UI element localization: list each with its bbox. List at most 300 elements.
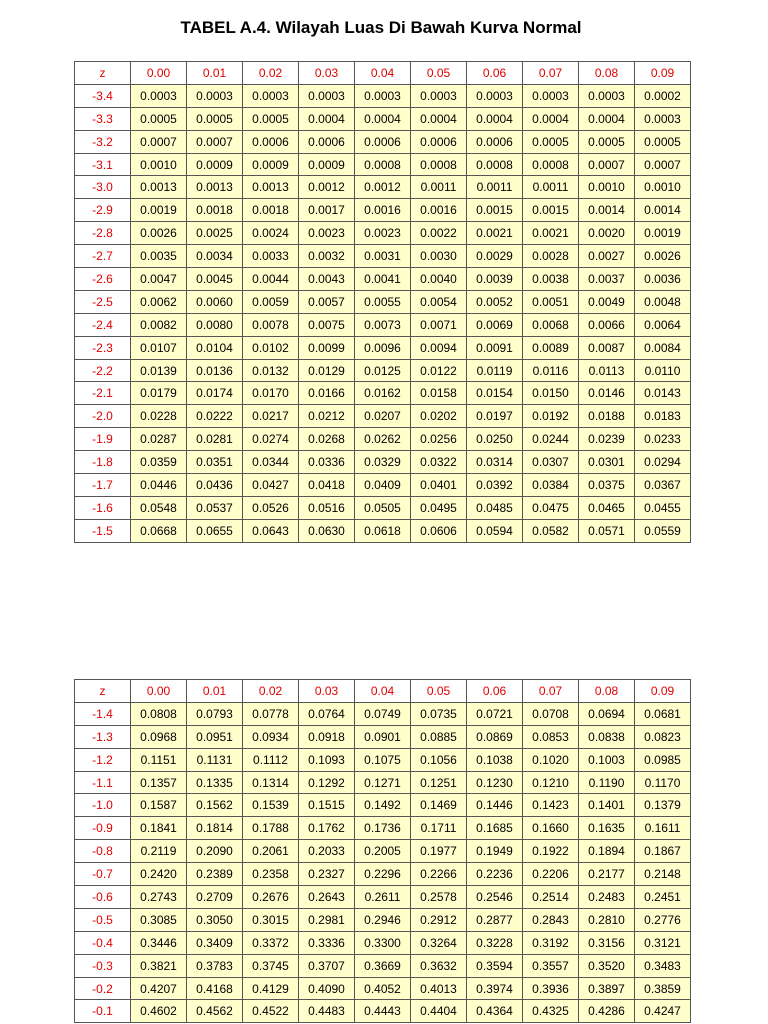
table-row	[75, 519, 691, 542]
probability-cell: 0.1814	[187, 817, 243, 840]
probability-cell: 0.0045	[187, 268, 243, 291]
z-value-cell: -1.1	[75, 771, 131, 794]
probability-cell: 0.0017	[299, 199, 355, 222]
probability-cell: 0.0918	[299, 725, 355, 748]
probability-cell: 0.0019	[635, 222, 691, 245]
decimal-column-header: 0.01	[187, 680, 243, 703]
probability-cell: 0.0005	[635, 130, 691, 153]
probability-cell: 0.0060	[187, 290, 243, 313]
probability-cell: 0.0005	[523, 130, 579, 153]
probability-cell: 0.0008	[411, 153, 467, 176]
probability-cell: 0.4090	[299, 977, 355, 1000]
table-row	[75, 336, 691, 359]
probability-cell: 0.0150	[523, 382, 579, 405]
probability-cell: 0.0038	[523, 268, 579, 291]
probability-cell: 0.0516	[299, 496, 355, 519]
z-value-cell: -0.8	[75, 840, 131, 863]
probability-cell: 0.0003	[467, 84, 523, 107]
table-row	[75, 451, 691, 474]
decimal-column-header: 0.06	[467, 680, 523, 703]
probability-cell: 0.0427	[243, 474, 299, 497]
probability-cell: 0.0080	[187, 313, 243, 336]
probability-cell: 0.0192	[523, 405, 579, 428]
probability-cell: 0.0007	[635, 153, 691, 176]
probability-cell: 0.0064	[635, 313, 691, 336]
probability-cell: 0.0329	[355, 451, 411, 474]
probability-cell: 0.0643	[243, 519, 299, 542]
probability-cell: 0.0571	[579, 519, 635, 542]
probability-cell: 0.1469	[411, 794, 467, 817]
probability-cell: 0.0749	[355, 702, 411, 725]
probability-cell: 0.3121	[635, 931, 691, 954]
probability-cell: 0.3520	[579, 954, 635, 977]
decimal-column-header: 0.01	[187, 62, 243, 85]
probability-cell: 0.0014	[635, 199, 691, 222]
probability-cell: 0.1539	[243, 794, 299, 817]
probability-cell: 0.3446	[131, 931, 187, 954]
probability-cell: 0.0028	[523, 245, 579, 268]
probability-cell: 0.0618	[355, 519, 411, 542]
probability-cell: 0.0044	[243, 268, 299, 291]
probability-cell: 0.0007	[131, 130, 187, 153]
probability-cell: 0.0007	[187, 130, 243, 153]
probability-cell: 0.1075	[355, 748, 411, 771]
z-value-cell: -0.6	[75, 886, 131, 909]
probability-cell: 0.0336	[299, 451, 355, 474]
probability-cell: 0.0004	[355, 107, 411, 130]
probability-cell: 0.2061	[243, 840, 299, 863]
probability-cell: 0.0068	[523, 313, 579, 336]
probability-cell: 0.2912	[411, 908, 467, 931]
probability-cell: 0.4207	[131, 977, 187, 1000]
z-value-cell: -2.4	[75, 313, 131, 336]
probability-cell: 0.0901	[355, 725, 411, 748]
probability-cell: 0.1190	[579, 771, 635, 794]
probability-cell: 0.2676	[243, 886, 299, 909]
table-row	[75, 359, 691, 382]
probability-cell: 0.0057	[299, 290, 355, 313]
probability-cell: 0.0465	[579, 496, 635, 519]
probability-cell: 0.4247	[635, 1000, 691, 1023]
probability-cell: 0.3821	[131, 954, 187, 977]
probability-cell: 0.2877	[467, 908, 523, 931]
probability-cell: 0.0217	[243, 405, 299, 428]
probability-cell: 0.2946	[355, 908, 411, 931]
probability-cell: 0.0003	[299, 84, 355, 107]
probability-cell: 0.3707	[299, 954, 355, 977]
decimal-column-header: 0.06	[467, 62, 523, 85]
probability-cell: 0.2148	[635, 863, 691, 886]
probability-cell: 0.0033	[243, 245, 299, 268]
probability-cell: 0.1251	[411, 771, 467, 794]
probability-cell: 0.4522	[243, 1000, 299, 1023]
z-value-cell: -2.7	[75, 245, 131, 268]
probability-cell: 0.0668	[131, 519, 187, 542]
probability-cell: 0.0048	[635, 290, 691, 313]
probability-cell: 0.3483	[635, 954, 691, 977]
probability-cell: 0.2843	[523, 908, 579, 931]
probability-cell: 0.0012	[355, 176, 411, 199]
probability-cell: 0.1894	[579, 840, 635, 863]
z-column-header: z	[75, 62, 131, 85]
probability-cell: 0.1611	[635, 817, 691, 840]
probability-cell: 0.0110	[635, 359, 691, 382]
z-value-cell: -1.0	[75, 794, 131, 817]
probability-cell: 0.0778	[243, 702, 299, 725]
probability-cell: 0.0009	[299, 153, 355, 176]
probability-cell: 0.1977	[411, 840, 467, 863]
probability-cell: 0.0119	[467, 359, 523, 382]
probability-cell: 0.1151	[131, 748, 187, 771]
probability-cell: 0.4443	[355, 1000, 411, 1023]
table-row	[75, 222, 691, 245]
probability-cell: 0.4286	[579, 1000, 635, 1023]
probability-cell: 0.4325	[523, 1000, 579, 1023]
probability-cell: 0.3669	[355, 954, 411, 977]
probability-cell: 0.3015	[243, 908, 299, 931]
z-value-cell: -1.2	[75, 748, 131, 771]
probability-cell: 0.0630	[299, 519, 355, 542]
table-row	[75, 382, 691, 405]
decimal-column-header: 0.03	[299, 680, 355, 703]
probability-cell: 0.0287	[131, 428, 187, 451]
z-value-cell: -0.3	[75, 954, 131, 977]
z-value-cell: -0.5	[75, 908, 131, 931]
probability-cell: 0.0104	[187, 336, 243, 359]
probability-cell: 0.1038	[467, 748, 523, 771]
probability-cell: 0.0040	[411, 268, 467, 291]
probability-cell: 0.0011	[467, 176, 523, 199]
probability-cell: 0.0021	[467, 222, 523, 245]
probability-cell: 0.0084	[635, 336, 691, 359]
probability-cell: 0.0102	[243, 336, 299, 359]
probability-cell: 0.1788	[243, 817, 299, 840]
z-value-cell: -0.1	[75, 1000, 131, 1023]
probability-cell: 0.0062	[131, 290, 187, 313]
probability-cell: 0.0036	[635, 268, 691, 291]
z-value-cell: -3.1	[75, 153, 131, 176]
probability-cell: 0.0239	[579, 428, 635, 451]
probability-cell: 0.0066	[579, 313, 635, 336]
probability-cell: 0.0233	[635, 428, 691, 451]
probability-cell: 0.0174	[187, 382, 243, 405]
probability-cell: 0.2389	[187, 863, 243, 886]
probability-cell: 0.3192	[523, 931, 579, 954]
probability-cell: 0.0526	[243, 496, 299, 519]
probability-cell: 0.4168	[187, 977, 243, 1000]
probability-cell: 0.1170	[635, 771, 691, 794]
probability-cell: 0.0869	[467, 725, 523, 748]
probability-cell: 0.0735	[411, 702, 467, 725]
probability-cell: 0.0023	[355, 222, 411, 245]
table-row	[75, 153, 691, 176]
probability-cell: 0.0013	[131, 176, 187, 199]
z-value-cell: -3.2	[75, 130, 131, 153]
probability-cell: 0.0007	[579, 153, 635, 176]
probability-cell: 0.0274	[243, 428, 299, 451]
probability-cell: 0.0043	[299, 268, 355, 291]
z-value-cell: -0.2	[75, 977, 131, 1000]
table-row	[75, 863, 691, 886]
probability-cell: 0.0052	[467, 290, 523, 313]
probability-cell: 0.0003	[243, 84, 299, 107]
decimal-column-header: 0.09	[635, 680, 691, 703]
probability-cell: 0.2206	[523, 863, 579, 886]
probability-cell: 0.0013	[243, 176, 299, 199]
probability-cell: 0.0582	[523, 519, 579, 542]
probability-cell: 0.2514	[523, 886, 579, 909]
table-row	[75, 84, 691, 107]
probability-cell: 0.0009	[187, 153, 243, 176]
probability-cell: 0.0099	[299, 336, 355, 359]
probability-cell: 0.0005	[187, 107, 243, 130]
probability-cell: 0.0039	[467, 268, 523, 291]
probability-cell: 0.0207	[355, 405, 411, 428]
probability-cell: 0.3974	[467, 977, 523, 1000]
probability-cell: 0.2033	[299, 840, 355, 863]
probability-cell: 0.0006	[243, 130, 299, 153]
probability-cell: 0.2981	[299, 908, 355, 931]
probability-cell: 0.0003	[355, 84, 411, 107]
probability-cell: 0.0485	[467, 496, 523, 519]
probability-cell: 0.2611	[355, 886, 411, 909]
probability-cell: 0.0505	[355, 496, 411, 519]
probability-cell: 0.1020	[523, 748, 579, 771]
probability-cell: 0.0307	[523, 451, 579, 474]
probability-cell: 0.3936	[523, 977, 579, 1000]
probability-cell: 0.0793	[187, 702, 243, 725]
probability-cell: 0.0162	[355, 382, 411, 405]
table-row	[75, 977, 691, 1000]
table-row	[75, 908, 691, 931]
probability-cell: 0.4404	[411, 1000, 467, 1023]
probability-cell: 0.0027	[579, 245, 635, 268]
probability-cell: 0.1492	[355, 794, 411, 817]
probability-cell: 0.1056	[411, 748, 467, 771]
probability-cell: 0.0054	[411, 290, 467, 313]
probability-cell: 0.0010	[635, 176, 691, 199]
probability-cell: 0.0026	[131, 222, 187, 245]
probability-cell: 0.2296	[355, 863, 411, 886]
probability-cell: 0.4013	[411, 977, 467, 1000]
probability-cell: 0.2327	[299, 863, 355, 886]
table-row	[75, 290, 691, 313]
z-value-cell: -3.3	[75, 107, 131, 130]
probability-cell: 0.0089	[523, 336, 579, 359]
probability-cell: 0.0129	[299, 359, 355, 382]
probability-cell: 0.0051	[523, 290, 579, 313]
probability-cell: 0.0392	[467, 474, 523, 497]
probability-cell: 0.0003	[523, 84, 579, 107]
probability-cell: 0.0069	[467, 313, 523, 336]
probability-cell: 0.1210	[523, 771, 579, 794]
probability-cell: 0.0154	[467, 382, 523, 405]
probability-cell: 0.0008	[467, 153, 523, 176]
table-row	[75, 405, 691, 428]
probability-cell: 0.4602	[131, 1000, 187, 1023]
table-row	[75, 496, 691, 519]
probability-cell: 0.2776	[635, 908, 691, 931]
probability-cell: 0.0934	[243, 725, 299, 748]
probability-cell: 0.1112	[243, 748, 299, 771]
probability-cell: 0.0005	[243, 107, 299, 130]
decimal-column-header: 0.00	[131, 62, 187, 85]
probability-cell: 0.0002	[635, 84, 691, 107]
probability-cell: 0.0022	[411, 222, 467, 245]
probability-cell: 0.1230	[467, 771, 523, 794]
z-value-cell: -3.4	[75, 84, 131, 107]
probability-cell: 0.3228	[467, 931, 523, 954]
probability-cell: 0.1635	[579, 817, 635, 840]
probability-cell: 0.0010	[579, 176, 635, 199]
z-value-cell: -2.5	[75, 290, 131, 313]
probability-cell: 0.0013	[187, 176, 243, 199]
probability-cell: 0.0015	[467, 199, 523, 222]
probability-cell: 0.0606	[411, 519, 467, 542]
probability-cell: 0.0025	[187, 222, 243, 245]
probability-cell: 0.0166	[299, 382, 355, 405]
probability-cell: 0.0436	[187, 474, 243, 497]
z-value-cell: -1.3	[75, 725, 131, 748]
probability-cell: 0.1271	[355, 771, 411, 794]
probability-cell: 0.0322	[411, 451, 467, 474]
z-value-cell: -0.9	[75, 817, 131, 840]
table-row	[75, 428, 691, 451]
probability-cell: 0.0495	[411, 496, 467, 519]
z-column-header: z	[75, 680, 131, 703]
probability-cell: 0.0721	[467, 702, 523, 725]
probability-cell: 0.0655	[187, 519, 243, 542]
probability-cell: 0.0968	[131, 725, 187, 748]
probability-cell: 0.0885	[411, 725, 467, 748]
probability-cell: 0.0008	[523, 153, 579, 176]
probability-cell: 0.0314	[467, 451, 523, 474]
probability-cell: 0.0136	[187, 359, 243, 382]
probability-cell: 0.3409	[187, 931, 243, 954]
probability-cell: 0.0197	[467, 405, 523, 428]
table-row	[75, 313, 691, 336]
probability-cell: 0.1292	[299, 771, 355, 794]
probability-cell: 0.0179	[131, 382, 187, 405]
table-row	[75, 817, 691, 840]
probability-cell: 0.0455	[635, 496, 691, 519]
probability-cell: 0.0838	[579, 725, 635, 748]
probability-cell: 0.0401	[411, 474, 467, 497]
decimal-column-header: 0.07	[523, 680, 579, 703]
probability-cell: 0.0537	[187, 496, 243, 519]
decimal-column-header: 0.00	[131, 680, 187, 703]
probability-cell: 0.0082	[131, 313, 187, 336]
probability-cell: 0.0049	[579, 290, 635, 313]
probability-cell: 0.0006	[467, 130, 523, 153]
probability-cell: 0.2743	[131, 886, 187, 909]
decimal-column-header: 0.05	[411, 62, 467, 85]
probability-cell: 0.1446	[467, 794, 523, 817]
probability-cell: 0.0010	[131, 153, 187, 176]
z-value-cell: -1.6	[75, 496, 131, 519]
probability-cell: 0.0016	[355, 199, 411, 222]
z-value-cell: -2.1	[75, 382, 131, 405]
z-value-cell: -1.8	[75, 451, 131, 474]
probability-cell: 0.3557	[523, 954, 579, 977]
decimal-column-header: 0.02	[243, 62, 299, 85]
table-row	[75, 107, 691, 130]
probability-cell: 0.1131	[187, 748, 243, 771]
probability-cell: 0.2483	[579, 886, 635, 909]
probability-cell: 0.1711	[411, 817, 467, 840]
probability-cell: 0.0003	[411, 84, 467, 107]
probability-cell: 0.0018	[243, 199, 299, 222]
z-value-cell: -2.8	[75, 222, 131, 245]
probability-cell: 0.1867	[635, 840, 691, 863]
z-value-cell: -2.6	[75, 268, 131, 291]
probability-cell: 0.0125	[355, 359, 411, 382]
table-row	[75, 748, 691, 771]
probability-cell: 0.0132	[243, 359, 299, 382]
table-row	[75, 954, 691, 977]
probability-cell: 0.0268	[299, 428, 355, 451]
probability-cell: 0.2266	[411, 863, 467, 886]
probability-cell: 0.0139	[131, 359, 187, 382]
probability-cell: 0.0015	[523, 199, 579, 222]
probability-cell: 0.0228	[131, 405, 187, 428]
table-row	[75, 1000, 691, 1023]
probability-cell: 0.1736	[355, 817, 411, 840]
probability-cell: 0.0183	[635, 405, 691, 428]
probability-cell: 0.1093	[299, 748, 355, 771]
probability-cell: 0.1423	[523, 794, 579, 817]
probability-cell: 0.0116	[523, 359, 579, 382]
decimal-column-header: 0.05	[411, 680, 467, 703]
probability-cell: 0.0375	[579, 474, 635, 497]
table-row	[75, 199, 691, 222]
probability-cell: 0.0003	[187, 84, 243, 107]
probability-cell: 0.0985	[635, 748, 691, 771]
probability-cell: 0.3085	[131, 908, 187, 931]
probability-cell: 0.0030	[411, 245, 467, 268]
probability-cell: 0.0113	[579, 359, 635, 382]
probability-cell: 0.2236	[467, 863, 523, 886]
probability-cell: 0.1335	[187, 771, 243, 794]
probability-cell: 0.0122	[411, 359, 467, 382]
probability-cell: 0.4364	[467, 1000, 523, 1023]
probability-cell: 0.0016	[411, 199, 467, 222]
probability-cell: 0.1401	[579, 794, 635, 817]
probability-cell: 0.0446	[131, 474, 187, 497]
probability-cell: 0.0021	[523, 222, 579, 245]
probability-cell: 0.0018	[187, 199, 243, 222]
probability-cell: 0.0004	[299, 107, 355, 130]
probability-cell: 0.0188	[579, 405, 635, 428]
probability-cell: 0.0004	[411, 107, 467, 130]
probability-cell: 0.0005	[579, 130, 635, 153]
probability-cell: 0.1515	[299, 794, 355, 817]
probability-cell: 0.0384	[523, 474, 579, 497]
z-table-bottom	[74, 679, 691, 1023]
decimal-column-header: 0.04	[355, 62, 411, 85]
probability-cell: 0.1685	[467, 817, 523, 840]
probability-cell: 0.2358	[243, 863, 299, 886]
probability-cell: 0.0281	[187, 428, 243, 451]
probability-cell: 0.0681	[635, 702, 691, 725]
header-row	[75, 62, 691, 85]
probability-cell: 0.0011	[523, 176, 579, 199]
probability-cell: 0.3859	[635, 977, 691, 1000]
probability-cell: 0.0078	[243, 313, 299, 336]
probability-cell: 0.3594	[467, 954, 523, 977]
probability-cell: 0.0409	[355, 474, 411, 497]
probability-cell: 0.2420	[131, 863, 187, 886]
